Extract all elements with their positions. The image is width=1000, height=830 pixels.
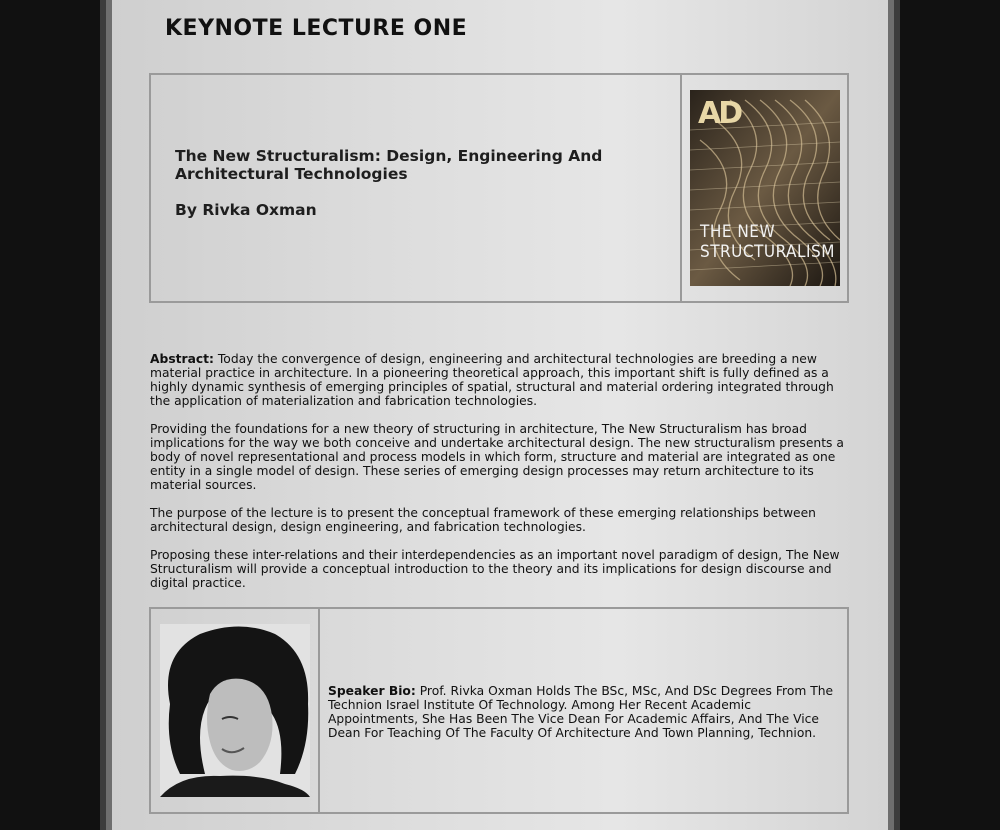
lecture-author: By Rivka Oxman	[175, 201, 317, 219]
speaker-portrait	[160, 624, 310, 797]
abstract-paragraph-2: Providing the foundations for a new theory of structuring in architecture, The New Structuralism has broad implications for the way we both conceive and undertake architectural design. The new structuralism presents a body of novel representational and process models in which form, structure and material are integrated as one entity in a single model of design. These series of emerging design processes may return architecture to its material sources.	[150, 422, 844, 492]
abstract-text-1: Today the convergence of design, engineering and architectural technologies are breeding a new material practice in architecture. In a pioneering theoretical approach, this important shift is fully defined as a highly dynamic synthesis of emerging principles of spatial, structural and material ordering integrated through the application of materialization and fabrication technologies.	[150, 352, 834, 408]
abstract-section	[150, 352, 850, 604]
bio-box-divider	[318, 607, 320, 814]
portrait-graphic	[160, 624, 310, 797]
lecture-title: The New Structuralism: Design, Engineering And Architectural Technologies	[175, 147, 603, 183]
abstract-paragraph-1	[150, 352, 850, 408]
speaker-bio-text: Prof. Rivka Oxman Holds The BSc, MSc, And DSc Degrees From The Technion Israel Institute Of Technology. Among Her Recent Academic Appointments, She Has Been The Vice Dean For Academic Affairs, And The Vice Dean For Teaching Of The Faculty Of Architecture And Town Planning, Technion.	[328, 684, 834, 740]
cover-title-line2: STRUCTURALISM	[700, 242, 835, 262]
cover-logo: AD	[698, 96, 741, 131]
cover-title	[700, 222, 840, 262]
cover-title-line1: THE NEW	[700, 222, 776, 242]
page-title: KEYNOTE LECTURE ONE	[165, 16, 468, 41]
speaker-bio-label: Speaker Bio:	[328, 684, 416, 698]
speaker-bio	[328, 684, 838, 740]
lecture-box-divider	[680, 73, 682, 303]
abstract-paragraph-4: Proposing these inter-relations and their interdependencies as an important novel paradigm of design, The New Structuralism will provide a conceptual introduction to the theory and its implications for design discourse and digital practice.	[150, 548, 840, 590]
book-cover-image	[690, 90, 840, 286]
abstract-paragraph-3: The purpose of the lecture is to present the conceptual framework of these emerging relationships between architectural design, design engineering, and fabrication technologies.	[150, 506, 816, 534]
abstract-label: Abstract:	[150, 352, 214, 366]
